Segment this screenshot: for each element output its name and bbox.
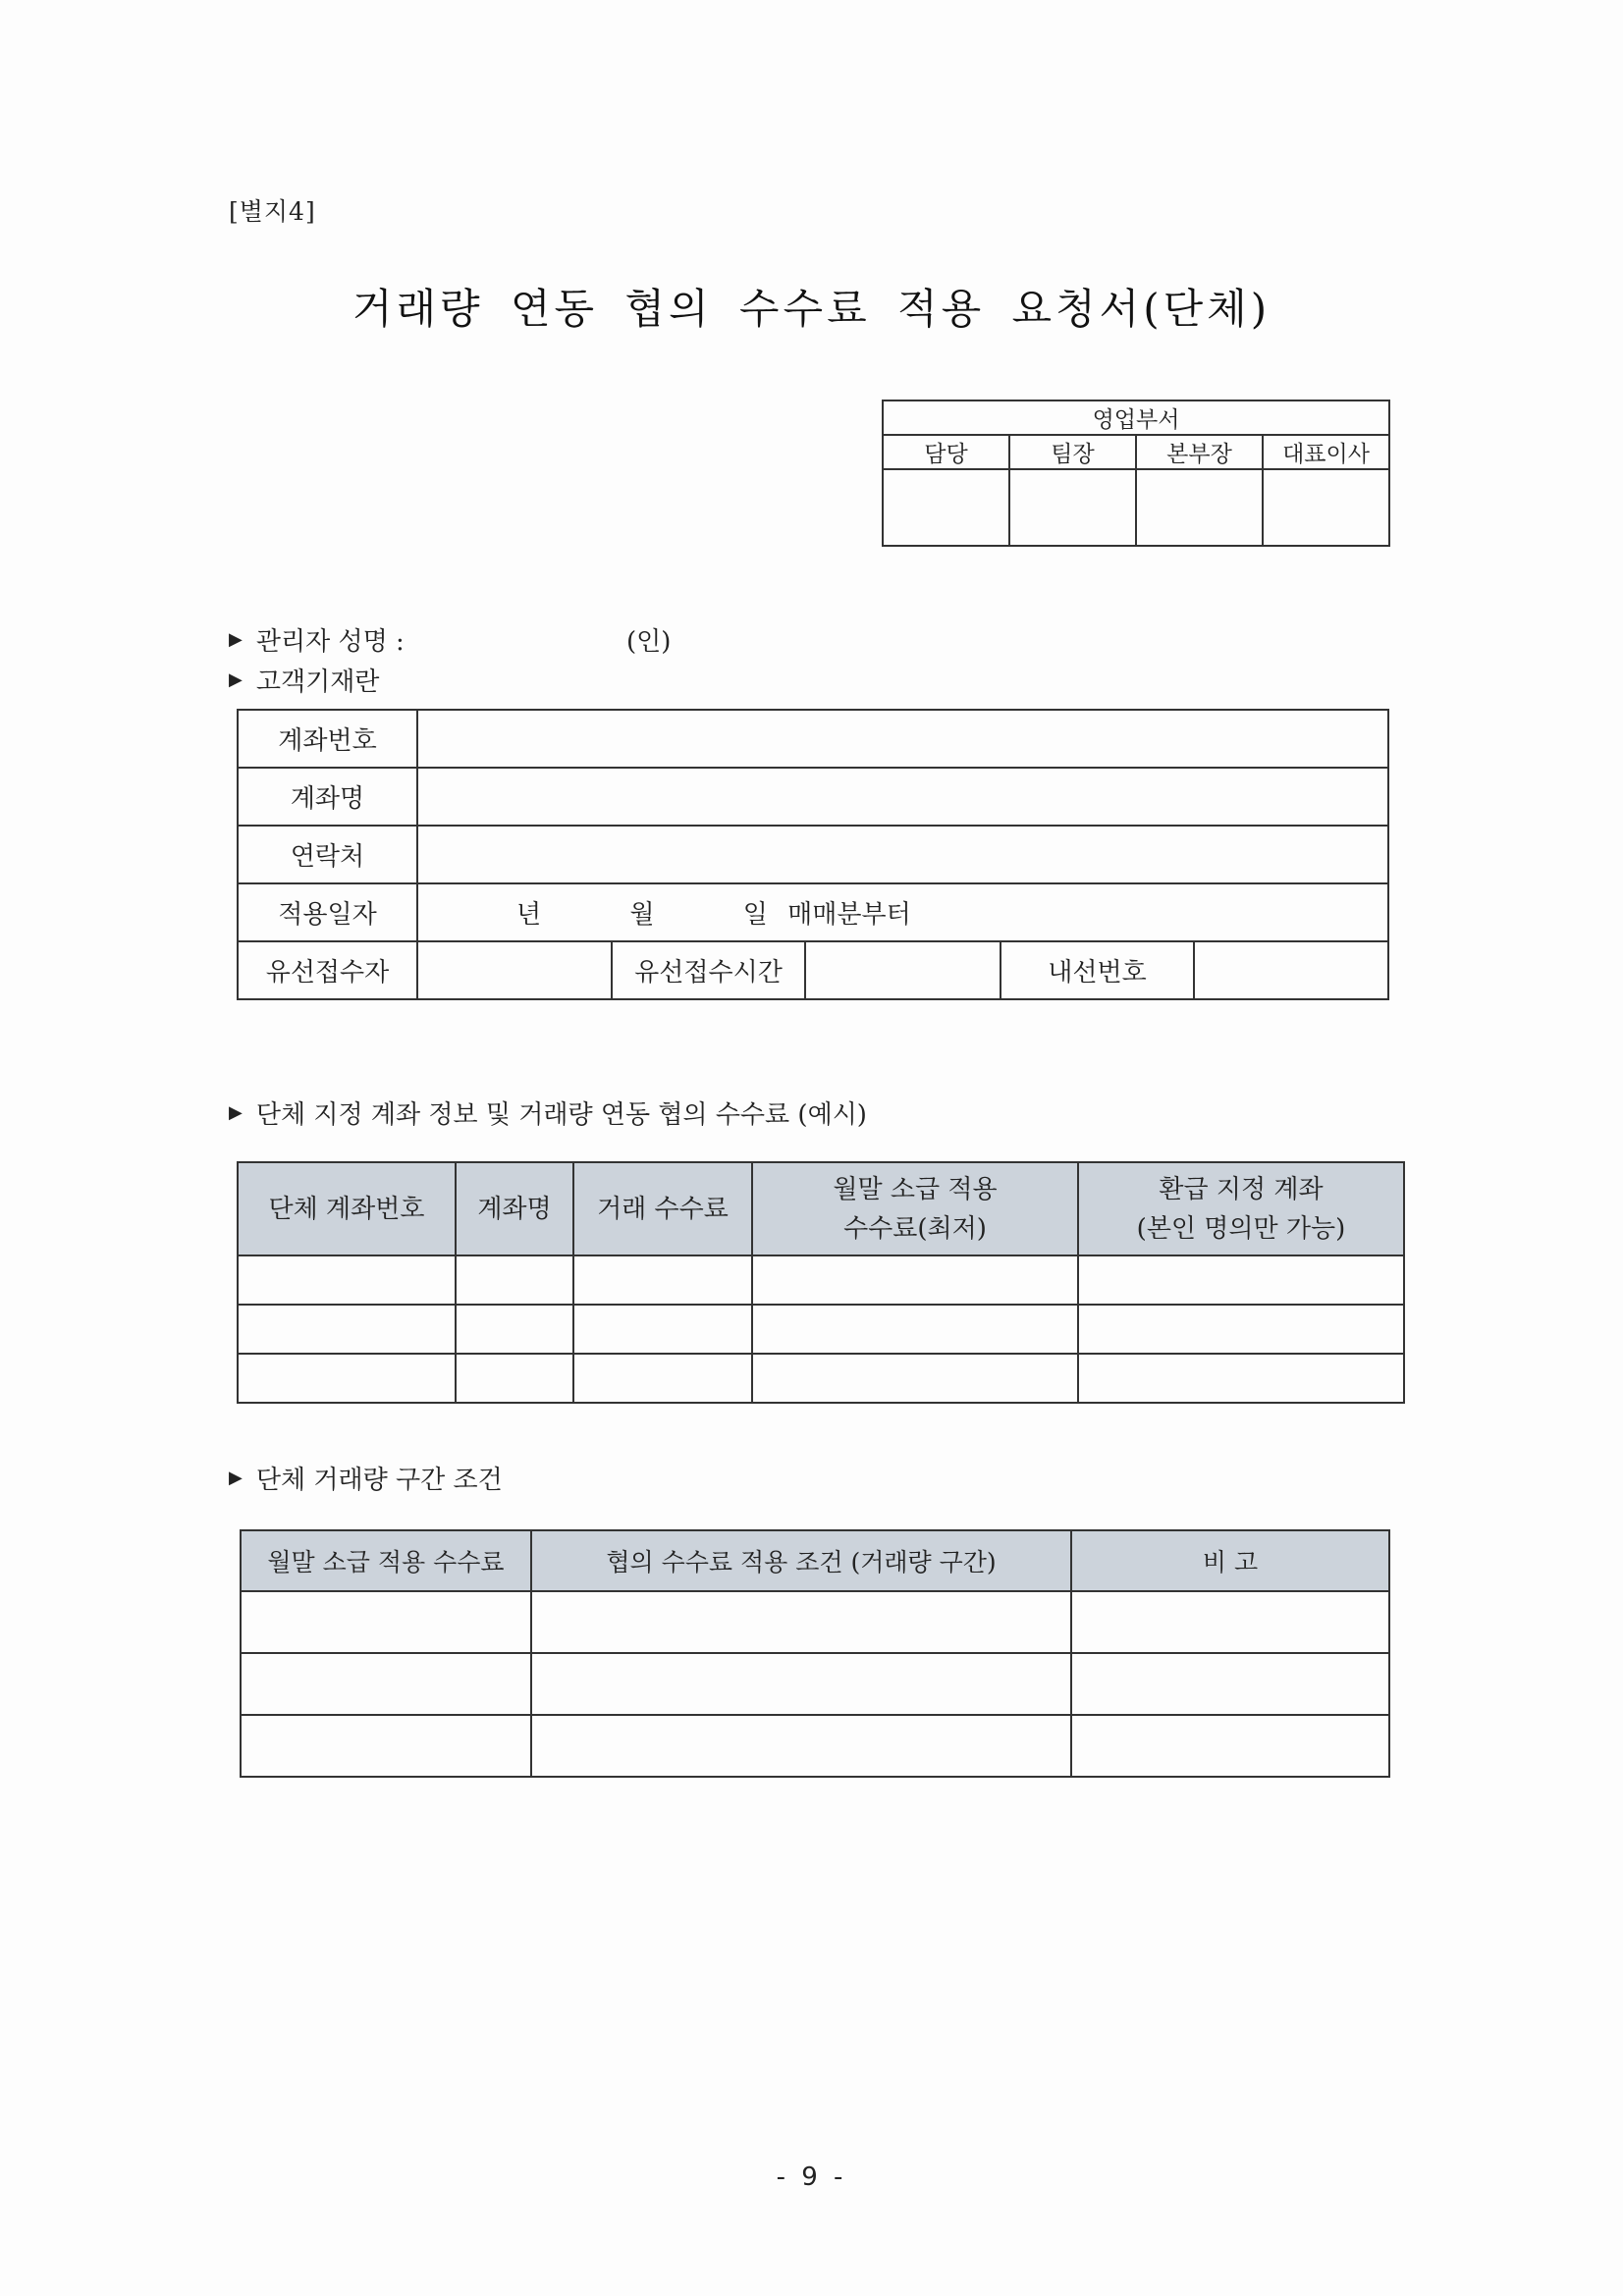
table-cell[interactable] <box>1078 1305 1404 1354</box>
group-section-label: 단체 지정 계좌 정보 및 거래량 연동 협의 수수료 (예시) <box>255 1100 867 1130</box>
date-year-label: 년 <box>516 900 542 930</box>
account-name-label: 계좌명 <box>238 768 417 826</box>
extension-label: 내선번호 <box>1001 941 1194 999</box>
col-group-account: 단체 계좌번호 <box>238 1162 456 1255</box>
table-row <box>238 1305 1404 1354</box>
table-cell[interactable] <box>238 1255 456 1305</box>
approval-sign-team-leader[interactable] <box>1009 469 1136 546</box>
table-cell[interactable] <box>1071 1591 1389 1653</box>
approval-sign-ceo[interactable] <box>1263 469 1389 546</box>
table-cell[interactable] <box>238 1305 456 1354</box>
table-row <box>238 1354 1404 1403</box>
table-row <box>241 1591 1389 1653</box>
table-row <box>241 1715 1389 1777</box>
customer-info-table <box>237 709 1389 1000</box>
col-condition: 협의 수수료 적용 조건 (거래량 구간) <box>531 1530 1071 1591</box>
table-cell[interactable] <box>238 1354 456 1403</box>
approval-sign-division-head[interactable] <box>1136 469 1263 546</box>
table-cell[interactable] <box>752 1354 1078 1403</box>
col-retro-fee-line1: 월말 소급 적용 <box>833 1174 998 1204</box>
account-number-label: 계좌번호 <box>238 710 417 768</box>
table-cell[interactable] <box>752 1255 1078 1305</box>
customer-section-heading <box>229 662 379 698</box>
table-cell[interactable] <box>241 1653 531 1715</box>
table-cell[interactable] <box>573 1354 752 1403</box>
page-number: - 9 - <box>776 2163 847 2192</box>
col-trade-fee: 거래 수수료 <box>573 1162 752 1255</box>
table-cell[interactable] <box>531 1653 1071 1715</box>
col-remarks: 비 고 <box>1071 1530 1389 1591</box>
bullet-triangle-icon: ▶ <box>229 1468 243 1488</box>
col-account-name: 계좌명 <box>456 1162 573 1255</box>
table-cell[interactable] <box>1078 1354 1404 1403</box>
volume-section-label: 단체 거래량 구간 조건 <box>255 1466 503 1495</box>
group-account-table <box>237 1161 1405 1404</box>
volume-condition-table <box>240 1529 1390 1778</box>
col-retro-fee: 월말 소급 적용 수수료 <box>241 1530 531 1591</box>
col-retro-fee <box>752 1162 1078 1255</box>
table-cell[interactable] <box>1071 1715 1389 1777</box>
approval-department: 영업부서 <box>883 400 1389 435</box>
approval-sign-staff[interactable] <box>883 469 1009 546</box>
extension-field[interactable] <box>1194 941 1388 999</box>
apply-date-label: 적용일자 <box>238 883 417 941</box>
manager-name-label: 관리자 성명 : <box>255 627 405 657</box>
table-cell[interactable] <box>531 1715 1071 1777</box>
group-section-heading <box>229 1095 867 1131</box>
phone-receiver-label: 유선접수자 <box>238 941 417 999</box>
phone-receiver-field[interactable] <box>417 941 612 999</box>
approval-role-division-head: 본부장 <box>1136 435 1263 469</box>
document-title: 거래량 연동 협의 수수료 적용 요청서(단체) <box>352 285 1271 333</box>
contact-field[interactable] <box>417 826 1388 883</box>
date-day-label: 일 <box>742 900 768 930</box>
table-row <box>241 1653 1389 1715</box>
approval-role-team-leader: 팀장 <box>1009 435 1136 469</box>
volume-section-heading <box>229 1460 503 1496</box>
approval-box <box>882 400 1390 547</box>
date-suffix-label: 매매분부터 <box>787 900 911 930</box>
table-cell[interactable] <box>573 1255 752 1305</box>
contact-label: 연락처 <box>238 826 417 883</box>
table-cell[interactable] <box>241 1591 531 1653</box>
bullet-triangle-icon: ▶ <box>229 669 243 690</box>
col-retro-fee-line2: 수수료(최저) <box>843 1213 987 1244</box>
manager-seal-mark: (인) <box>626 627 672 657</box>
table-cell[interactable] <box>573 1305 752 1354</box>
approval-role-staff: 담당 <box>883 435 1009 469</box>
attachment-label: [별지4] <box>229 197 316 226</box>
manager-name-line <box>229 621 672 658</box>
approval-role-ceo: 대표이사 <box>1263 435 1389 469</box>
col-refund-line1: 환급 지정 계좌 <box>1159 1174 1324 1204</box>
table-cell[interactable] <box>456 1305 573 1354</box>
apply-date-field[interactable] <box>417 883 1388 941</box>
table-row <box>238 1255 1404 1305</box>
table-cell[interactable] <box>531 1591 1071 1653</box>
date-month-label: 월 <box>629 900 655 930</box>
bullet-triangle-icon: ▶ <box>229 629 243 650</box>
table-cell[interactable] <box>752 1305 1078 1354</box>
account-name-field[interactable] <box>417 768 1388 826</box>
col-refund-account <box>1078 1162 1404 1255</box>
table-cell[interactable] <box>456 1255 573 1305</box>
table-cell[interactable] <box>1071 1653 1389 1715</box>
customer-section-label: 고객기재란 <box>255 667 380 697</box>
col-refund-line2: (본인 명의만 가능) <box>1136 1213 1346 1244</box>
table-cell[interactable] <box>241 1715 531 1777</box>
table-cell[interactable] <box>456 1354 573 1403</box>
bullet-triangle-icon: ▶ <box>229 1102 243 1123</box>
phone-time-label: 유선접수시간 <box>612 941 805 999</box>
table-cell[interactable] <box>1078 1255 1404 1305</box>
account-number-field[interactable] <box>417 710 1388 768</box>
phone-time-field[interactable] <box>805 941 1001 999</box>
